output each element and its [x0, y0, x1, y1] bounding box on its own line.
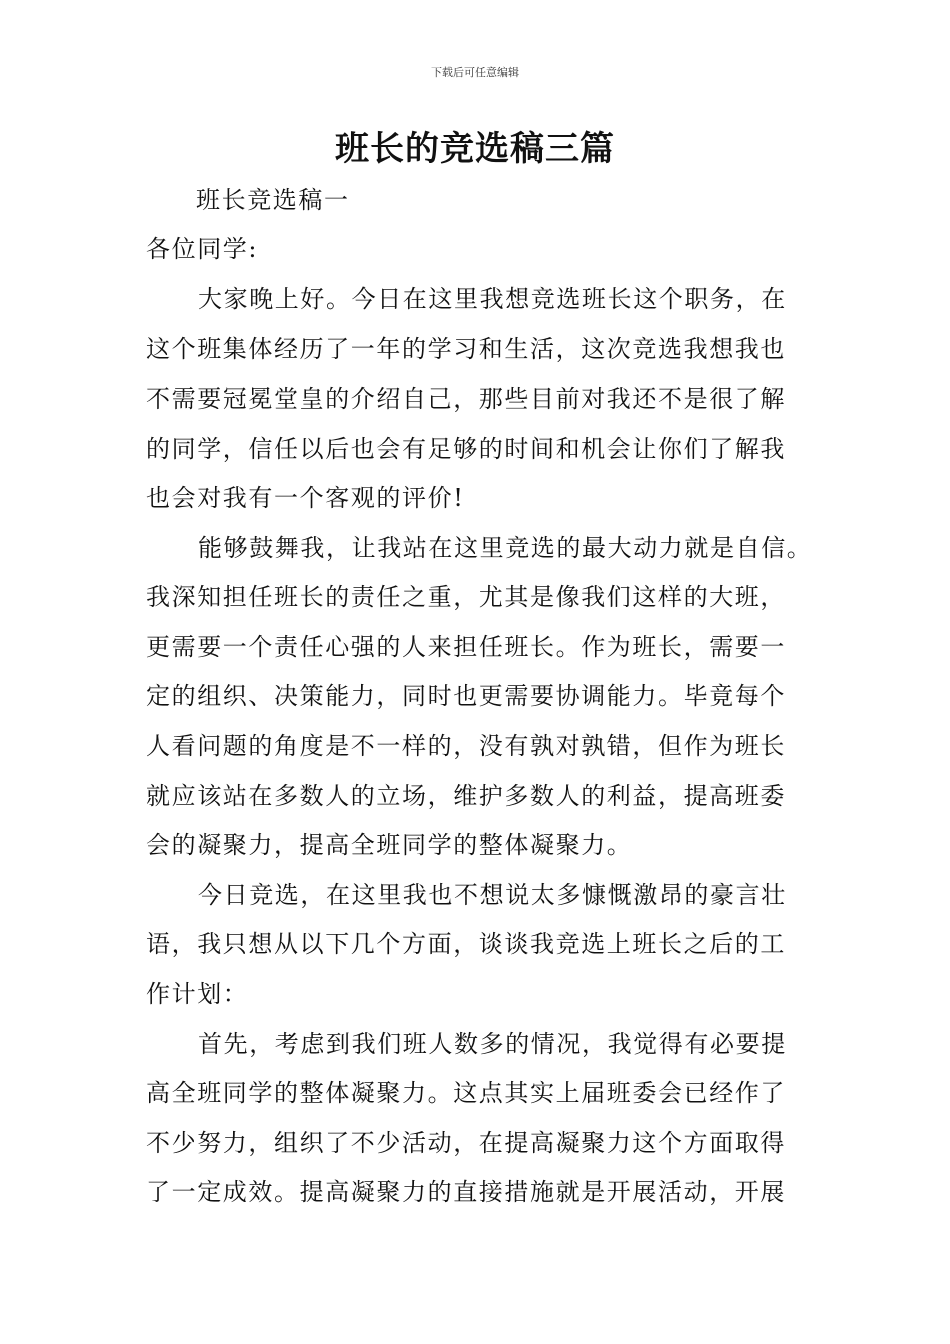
body-line: 人看问题的角度是不一样的，没有孰对孰错，但作为班长	[146, 732, 786, 760]
section-heading: 班长竞选稿一	[196, 186, 350, 214]
body-line: 也会对我有一个客观的评价!	[146, 484, 465, 512]
body-line: 就应该站在多数人的立场，维护多数人的利益，提高班委	[146, 782, 786, 810]
body-line: 不需要冠冕堂皇的介绍自己，那些目前对我还不是很了解	[146, 385, 786, 413]
body-line: 不少努力，组织了不少活动，在提高凝聚力这个方面取得	[146, 1129, 786, 1157]
header-note: 下载后可任意编辑	[431, 66, 519, 79]
body-line: 了一定成效。提高凝聚力的直接措施就是开展活动，开展	[146, 1178, 786, 1206]
body-line: 语，我只想从以下几个方面，谈谈我竞选上班长之后的工	[146, 930, 786, 958]
body-line: 定的组织、决策能力，同时也更需要协调能力。毕竟每个	[146, 682, 786, 710]
body-line: 作计划：	[146, 980, 249, 1008]
body-line: 更需要一个责任心强的人来担任班长。作为班长，需要一	[146, 633, 786, 661]
body-line: 的同学，信任以后也会有足够的时间和机会让你们了解我	[146, 435, 786, 463]
body-line: 大家晚上好。今日在这里我想竞选班长这个职务，在	[198, 285, 787, 313]
salutation: 各位同学:	[146, 235, 259, 263]
body-line: 能够鼓舞我，让我站在这里竞选的最大动力就是自信。	[198, 534, 813, 562]
body-line: 高全班同学的整体凝聚力。这点其实上届班委会已经作了	[146, 1079, 786, 1107]
document-title: 班长的竞选稿三篇	[335, 129, 615, 169]
body-line: 会的凝聚力，提高全班同学的整体凝聚力。	[146, 831, 633, 859]
body-line: 今日竞选，在这里我也不想说太多慷慨激昂的豪言壮	[198, 881, 787, 909]
body-line: 我深知担任班长的责任之重，尤其是像我们这样的大班，	[146, 583, 786, 611]
body-line: 这个班集体经历了一年的学习和生活，这次竞选我想我也	[146, 335, 786, 363]
body-line: 首先，考虑到我们班人数多的情况，我觉得有必要提	[198, 1030, 787, 1058]
